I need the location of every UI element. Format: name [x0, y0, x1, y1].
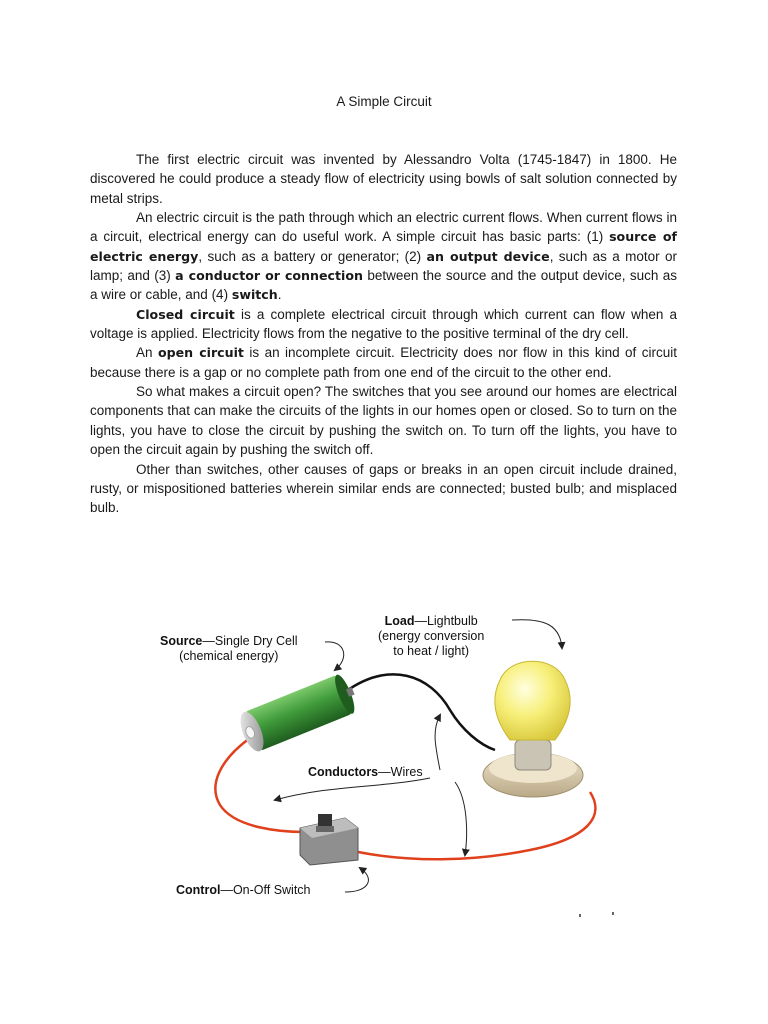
arrow-conductor-down: [455, 782, 467, 855]
bold-term: source of electric energy: [90, 229, 677, 264]
text-run: is an incomplete circuit. Electricity does nor flow in this kind of circuit because there is a gap or no complete path from one end of the circuit to the other end.: [90, 345, 677, 380]
text-run: , such as a battery or generator; (2): [198, 248, 427, 264]
arrow-source: [325, 642, 344, 670]
arrow-load: [512, 620, 562, 648]
text-run: An electric circuit is the path through which an electric current flows. When current flows in a circuit, electrical energy can do useful work. A simple circuit has basic parts: (1): [90, 210, 677, 245]
circuit-diagram: [150, 600, 620, 930]
battery-icon: [236, 671, 361, 754]
bold-term: open circuit: [157, 345, 244, 361]
source-label: Source—Single Dry Cell (chemical energy): [160, 634, 298, 663]
text-run: Other than switches, other causes of gaps or breaks in an open circuit include drained, rusty, or mispositioned batteries wherein similar ends are connected; busted bulb; and misplaced bulb.: [90, 461, 677, 516]
text-run: So what makes a circuit open? The switches that you see around our homes are electrical components that can make the circuits of the lights in our homes open or closed. So to turn on the lights, you have to close the circuit by pushing the switch on. To turn off the lights, you have to open the circuit again by pushing the switch off.: [90, 384, 677, 458]
wire-red-right: [358, 792, 595, 859]
paragraph: [90, 382, 677, 459]
control-label: Control—On-Off Switch: [176, 883, 311, 897]
bold-term: an output device: [426, 248, 550, 264]
paragraph: [90, 343, 677, 382]
load-label: Load—Lightbulb (energy conversion to heat / light): [378, 614, 485, 658]
bold-term: a conductor or connection: [175, 268, 363, 284]
wire-black: [345, 674, 495, 750]
text-run: between the source and the output device, such as a wire or cable, and (4): [90, 268, 677, 303]
conductors-label: Conductors—Wires: [308, 765, 423, 779]
arrow-conductor-up: [435, 715, 440, 770]
switch-icon: [300, 814, 358, 865]
paragraph: [90, 460, 677, 518]
text-run: , such as a motor or lamp; and (3): [90, 248, 678, 284]
text-run: An: [136, 345, 158, 361]
scan-mark: [612, 912, 614, 915]
wire-red-left: [215, 738, 305, 832]
text-run: The first electric circuit was invented by Alessandro Volta (1745-1847) in 1800. He discovered he could produce a steady flow of electricity using bowls of salt solution connected by metal strips.: [90, 152, 677, 206]
paragraph: [90, 305, 677, 344]
text-run: .: [277, 287, 282, 303]
document-body: [90, 150, 677, 518]
page-title: A Simple Circuit: [336, 94, 432, 109]
text-run: is a complete electrical circuit through which current can flow when a voltage is applied. Electricity flows from the negative to the positive terminal of the dry cell.: [90, 306, 677, 342]
paragraph: [90, 208, 677, 305]
lightbulb-icon: [483, 661, 583, 797]
paragraph: [90, 150, 677, 208]
arrow-control: [345, 868, 368, 892]
bold-term: Closed circuit: [136, 306, 235, 322]
bold-term: switch: [231, 287, 278, 303]
scan-mark: [579, 914, 581, 917]
arrow-conductor-left: [275, 778, 430, 800]
